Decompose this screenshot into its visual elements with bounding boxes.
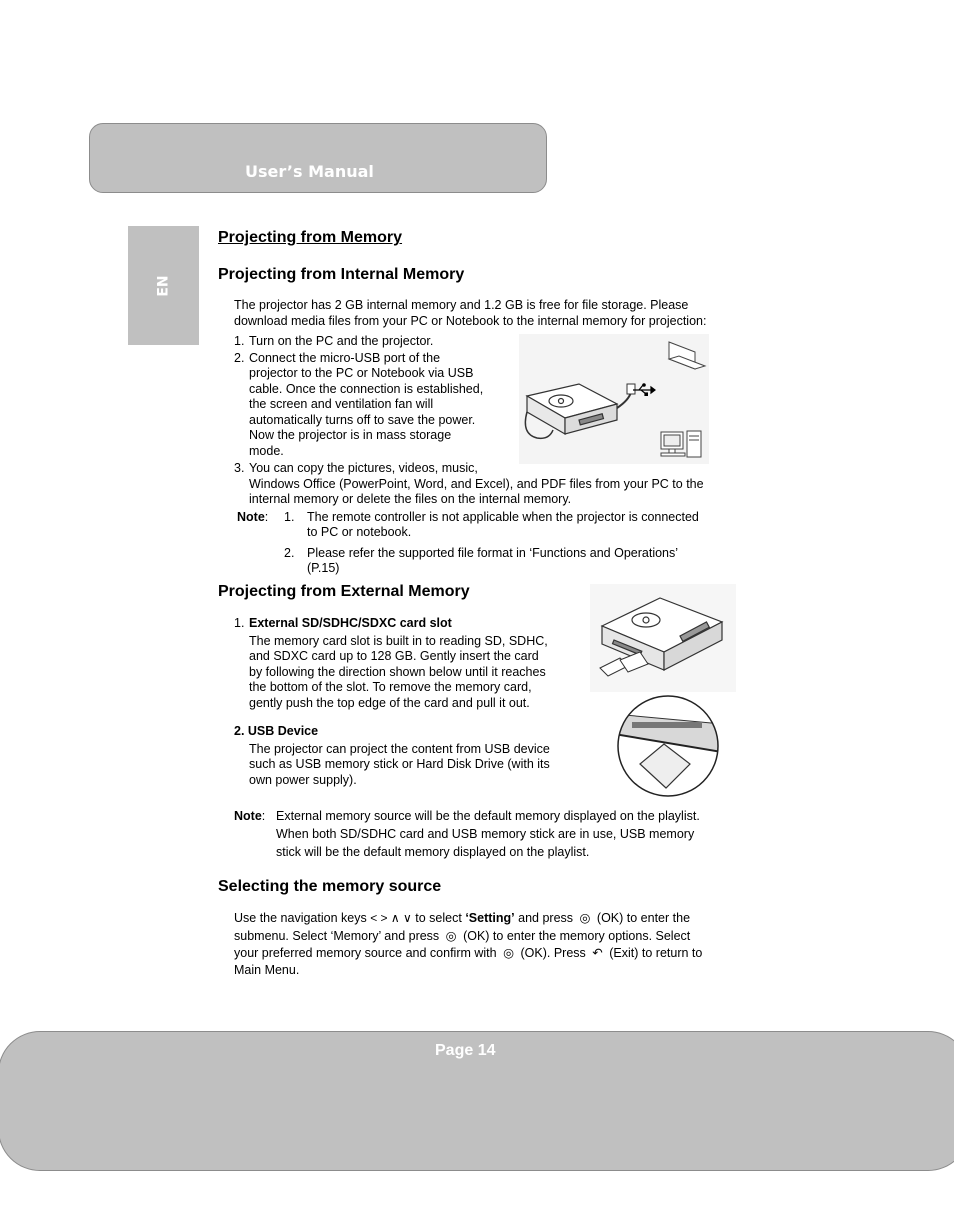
step-text: internal memory or delete the files on the internal memory.: [249, 492, 572, 506]
selecting-line-2: submenu. Select ‘Memory’ and press ◎ (OK) to enter the memory options. Select: [234, 929, 691, 943]
projector-usb-connection-illustration: [519, 334, 709, 464]
note-text: to PC or notebook.: [307, 525, 412, 539]
sd-card-text: by following the direction shown below until it reaches: [249, 665, 546, 679]
selecting-line-4: Main Menu.: [234, 963, 300, 977]
internal-intro-line1: The projector has 2 GB internal memory and 1.2 GB is free for file storage. Please: [234, 298, 689, 312]
usb-device-text: such as USB memory stick or Hard Disk Drive (with its: [249, 757, 550, 771]
page-number: Page 14: [435, 1042, 496, 1059]
usb-device-text: The projector can project the content from USB device: [249, 742, 550, 756]
external-note-text: stick will be the default memory displayed on the playlist.: [276, 845, 590, 859]
note-label: Note:: [234, 809, 266, 823]
exit-return-icon: ↶: [592, 946, 603, 960]
note-number: 2.: [284, 546, 295, 560]
sd-card-text: and SDXC card up to 128 GB. Gently insert the card: [249, 649, 539, 663]
step-text: mode.: [249, 444, 284, 458]
navigation-keys-icon: < > ∧ ∨: [370, 911, 412, 925]
note-text: Please refer the supported file format in ‘Functions and Operations’: [307, 546, 679, 560]
step-text: the screen and ventilation fan will: [249, 397, 434, 411]
usb-device-title: 2. USB Device: [234, 724, 319, 738]
ok-button-icon: ◎: [503, 946, 515, 960]
sd-card-insertion-closeup: [614, 694, 722, 798]
step-text: You can copy the pictures, videos, music,: [249, 461, 478, 475]
note-text: The remote controller is not applicable when the projector is connected: [307, 510, 699, 524]
ok-button-icon: ◎: [579, 911, 591, 925]
note-number: 1.: [284, 510, 295, 524]
step-text: Turn on the PC and the projector.: [249, 334, 434, 348]
step-text: Connect the micro-USB port of the: [249, 351, 441, 365]
external-note-text: External memory source will be the default memory displayed on the playlist.: [276, 809, 700, 823]
step-text: projector to the PC or Notebook via USB: [249, 366, 474, 380]
section-title: Projecting from Memory: [218, 229, 403, 246]
step-text: cable. Once the connection is established,: [249, 382, 484, 396]
selecting-line-3: your preferred memory source and confirm with ◎ (OK). Press ↶ (Exit) to return to: [234, 946, 703, 960]
step-text: Windows Office (PowerPoint, Word, and Excel), and PDF files from your PC to the: [249, 477, 704, 491]
external-heading: Projecting from External Memory: [218, 583, 470, 600]
note-text: (P.15): [307, 561, 340, 575]
internal-heading: Projecting from Internal Memory: [218, 266, 465, 283]
selecting-heading: Selecting the memory source: [218, 878, 442, 895]
step-number: 3.: [234, 461, 245, 475]
sd-card-text: The memory card slot is built in to reading SD, SDHC,: [249, 634, 548, 648]
language-tab: [128, 226, 199, 345]
note-label: Note:: [237, 510, 269, 524]
selecting-line-1: Use the navigation keys < > ∧ ∨ to select ‘Setting’ and press ◎ (OK) to enter the: [234, 911, 691, 925]
sd-card-text: the bottom of the slot. To remove the memory card,: [249, 680, 532, 694]
step-number: 1.: [234, 334, 245, 348]
usb-device-text: own power supply).: [249, 773, 357, 787]
sd-card-text: gently push the top edge of the card and pull it out.: [249, 696, 530, 710]
header-tab: [89, 123, 547, 193]
manual-title: User’s Manual: [245, 162, 374, 181]
internal-intro-line2: download media files from your PC or Notebook to the internal memory for projection:: [234, 314, 707, 328]
step-text: automatically turns off to save the power.: [249, 413, 476, 427]
sd-card-slot-title: External SD/SDHC/SDXC card slot: [249, 616, 452, 630]
ok-button-icon: ◎: [445, 929, 457, 943]
step-number: 2.: [234, 351, 245, 365]
step-text: Now the projector is in mass storage: [249, 428, 452, 442]
language-label: EN: [155, 274, 172, 297]
external-note-text: When both SD/SDHC card and USB memory stick are in use, USB memory: [276, 827, 695, 841]
item-number: 1.: [234, 616, 245, 630]
sd-card-projector-illustration: [590, 584, 736, 692]
